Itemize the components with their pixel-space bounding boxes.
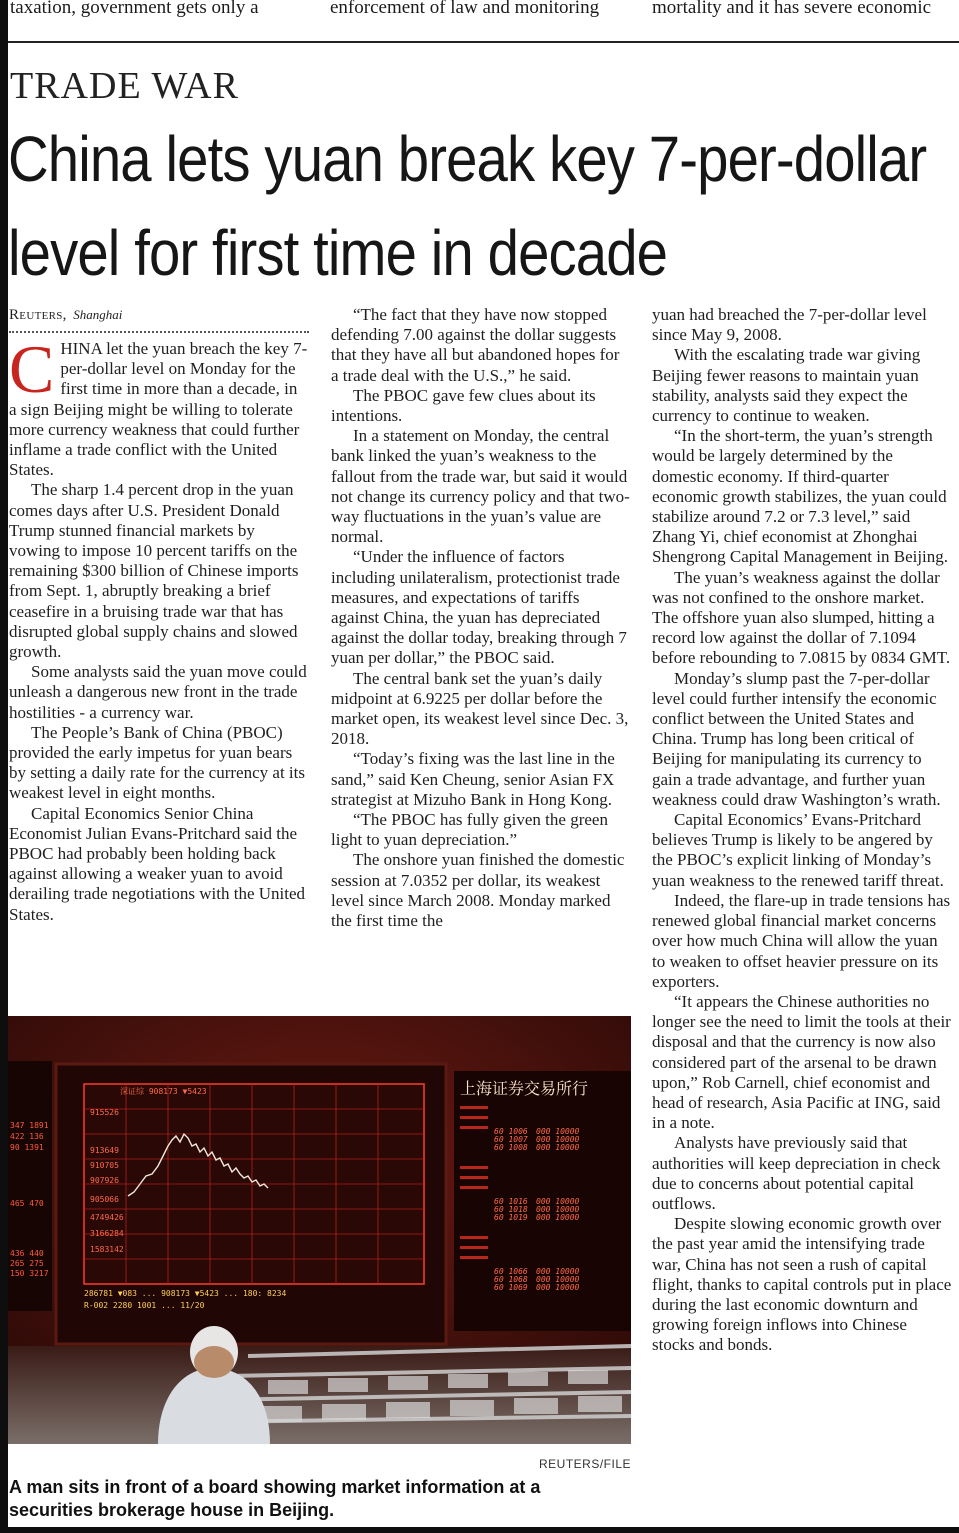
article-column-3 xyxy=(652,305,952,1356)
stock-value: 000 10000 xyxy=(536,1205,580,1214)
lead-paragraph xyxy=(9,331,309,480)
headline-line2: level for first time in decade xyxy=(8,217,668,289)
section-kicker: TRADE WAR xyxy=(10,65,239,107)
byline-agency: Reuters, xyxy=(9,307,67,323)
left-number: 347 1891 xyxy=(10,1121,49,1130)
photo-caption: A man sits in front of a board showing market information at a securities brokerage house in Beijing. xyxy=(9,1477,541,1520)
paragraph: “The fact that they have now stopped defending 7.00 against the dollar suggests that they have all but abandoned hopes for a trade deal with the U.S.,” he said. xyxy=(331,305,620,385)
paragraph: The central bank set the yuan’s daily midpoint at 6.9225 per dollar before the market open, its weakest level since Dec. 3, 2018. xyxy=(331,668,629,749)
paragraph-text: HINA let the yuan breach the key 7-per-dollar level on Monday for the first time in more than a decade, in a sign Beijing might be willing to tolerate more currency weakness that could further inflame a trade conflict with the United States. xyxy=(9,339,308,480)
photo-illustration xyxy=(8,1016,631,1444)
paragraph: Capital Economics’ Evans-Pritchard believes Trump is likely to be angered by the PBOC’s explicit linking of Monday’s yuan weakness to the renewed tariff threat. xyxy=(652,810,944,890)
left-number: 436 440 xyxy=(10,1249,44,1258)
paragraph: Monday’s slump past the 7-per-dollar level could further intensify the economic conflict between the United States and China. Trump has long been critical of Beijing for manipulating its currency to gain a trade advantage, and further yuan weakness could draw Washington’s wrath. xyxy=(652,668,941,809)
board-title: 上海证券交易所行 xyxy=(460,1079,589,1098)
board-footer-row1: 286781 ▼083 ... 908173 ▼5423 ... 180: 8234 xyxy=(84,1289,287,1298)
stock-code: 60 1006 xyxy=(494,1127,528,1136)
left-number: 422 136 xyxy=(10,1132,44,1141)
article-column-2 xyxy=(331,305,631,931)
paragraph: With the escalating trade war giving Beijing fewer reasons to maintain yuan stability, analysts said they expect the currency to continue to weaken. xyxy=(652,345,921,426)
price-label: 4749426 xyxy=(90,1213,124,1222)
paragraph: Despite slowing economic growth over the past year amid the intensifying trade war, China has not seen a rush of capital flight, thanks to capital controls put in place during the last economic downturn and growing foreign inflows into Chinese stocks and bonds. xyxy=(652,1214,952,1355)
byline-divider xyxy=(9,331,309,339)
paragraph: In a statement on Monday, the central bank linked the yuan’s weakness to the fallout from the trade war, but said it would not change its currency policy and that two-way fluctuations in the yuan’s value are normal. xyxy=(331,426,630,547)
price-label: 915526 xyxy=(90,1108,119,1117)
stock-code: 60 1018 xyxy=(494,1205,528,1214)
stock-value: 000 10000 xyxy=(536,1213,580,1222)
byline-location: Shanghai xyxy=(73,307,123,322)
stock-code: 60 1008 xyxy=(494,1143,528,1152)
byline xyxy=(9,305,309,327)
price-label: 907926 xyxy=(90,1176,119,1185)
top-strip xyxy=(8,0,959,20)
price-label: 3166284 xyxy=(90,1229,124,1238)
stock-value: 000 10000 xyxy=(536,1143,580,1152)
stock-value: 000 10000 xyxy=(536,1197,580,1206)
left-number: 265 275 xyxy=(10,1259,44,1268)
stock-code: 60 1007 xyxy=(494,1135,528,1144)
left-edge-bar xyxy=(0,0,8,1533)
top-rule xyxy=(8,41,959,43)
chart-header: 深证综 908173 ▼5423 xyxy=(120,1087,207,1096)
stock-code: 60 1016 xyxy=(494,1197,528,1206)
price-label: 910705 xyxy=(90,1161,119,1170)
price-label: 1583142 xyxy=(90,1245,124,1254)
paragraph: The sharp 1.4 percent drop in the yuan comes days after U.S. President Donald Trump stunned financial markets by vowing to impose 10 percent tariffs on the remaining $300 billion of Chinese imports from Sept. 1, abruptly breaking a brief ceasefire in a bruising trade war that has disrupted global supply chains and slowed growth. xyxy=(9,480,299,662)
paragraph: The PBOC gave few clues about its intentions. xyxy=(331,385,596,426)
price-label: 905066 xyxy=(90,1195,119,1204)
news-photo xyxy=(8,1016,631,1444)
paragraph: “It appears the Chinese authorities no longer see the need to limit the tools at their disposal and that the currency is now also considered part of the arsenal to be drawn upon,” Rob Carnell, chief economist and head of research, Asia Pacific at ING, said in a note. xyxy=(652,991,951,1133)
paragraph: The yuan’s weakness against the dollar was not confined to the onshore market. The offshore yuan also slumped, hitting a record low against the dollar of 7.1094 before rebounding to 7.0815 by 0834 GMT. xyxy=(652,567,951,668)
paragraph: The People’s Bank of China (PBOC) provided the early impetus for yuan bears by setting a daily rate for the currency at its weakest level in eight months. xyxy=(9,722,305,803)
paragraph: Capital Economics Senior China Economist Julian Evans-Pritchard said the PBOC had probably been holding back against allowing a weaker yuan to avoid derailing trade negotiations with the United States. xyxy=(9,803,306,924)
left-number: 90 1391 xyxy=(10,1143,44,1152)
paragraph: Analysts have previously said that authorities will keep depreciation in check due to concerns about potential capital outflows. xyxy=(652,1133,941,1213)
top-strip-col2: enforcement of law and monitoring xyxy=(330,0,600,18)
left-number: 150 3217 xyxy=(10,1269,49,1278)
paragraph-continuation: yuan had breached the 7-per-dollar level since May 9, 2008. xyxy=(652,305,927,345)
bottom-edge-bar xyxy=(0,1527,959,1533)
price-label: 913649 xyxy=(90,1146,119,1155)
left-number: 465 470 xyxy=(10,1199,44,1208)
stock-code: 60 1068 xyxy=(494,1275,528,1284)
paragraph: Some analysts said the yuan move could unleash a dangerous new front in the trade hostilities - a currency war. xyxy=(9,662,307,722)
stock-value: 000 10000 xyxy=(536,1275,580,1284)
paragraph: “In the short-term, the yuan’s strength would be largely determined by the domestic economy. If third-quarter economic growth stabilizes, the yuan could stabilize around 7.2 or 7.3 level,” said Zhang Yi, chief economist at Zhonghai Shengrong Capital Management in Beijing. xyxy=(652,426,949,567)
article-column-1 xyxy=(9,305,309,925)
stock-value: 000 10000 xyxy=(536,1135,580,1144)
photo-credit: REUTERS/FILE xyxy=(538,1457,631,1471)
paragraph: Indeed, the flare-up in trade tensions has renewed global financial market concerns over how much China will allow the yuan to weaken to offset heavier pressure on its exporters. xyxy=(652,890,951,991)
stock-code: 60 1019 xyxy=(494,1213,528,1222)
stock-code: 60 1066 xyxy=(494,1267,528,1276)
stock-value: 000 10000 xyxy=(536,1127,580,1136)
board-footer-row2: R-002 2280 1001 ... 11/20 xyxy=(84,1301,205,1310)
headline-line1: China lets yuan break key 7-per-dollar xyxy=(8,123,927,195)
paragraph: “The PBOC has fully given the green light to yuan depreciation.” xyxy=(331,810,608,850)
stock-value: 000 10000 xyxy=(536,1267,580,1276)
paragraph: The onshore yuan finished the domestic session at 7.0352 per dollar, its weakest level since March 2008. Monday marked the first time the xyxy=(331,850,625,931)
drop-cap: C xyxy=(9,331,55,407)
paragraph: “Under the influence of factors including unilateralism, protectionist trade measures, and expectations of tariffs against China, the yuan has depreciated against the dollar today, breaking through 7 yuan per dollar,” the PBOC said. xyxy=(331,547,627,668)
top-strip-col1: taxation, government gets only a xyxy=(10,0,259,18)
stock-code: 60 1069 xyxy=(494,1283,528,1292)
stock-value: 000 10000 xyxy=(536,1283,580,1292)
top-strip-col3: mortality and it has severe economic xyxy=(652,0,932,18)
paragraph: “Today’s fixing was the last line in the sand,” said Ken Cheung, senior Asian FX strategist at Mizuho Bank in Hong Kong. xyxy=(331,749,615,809)
